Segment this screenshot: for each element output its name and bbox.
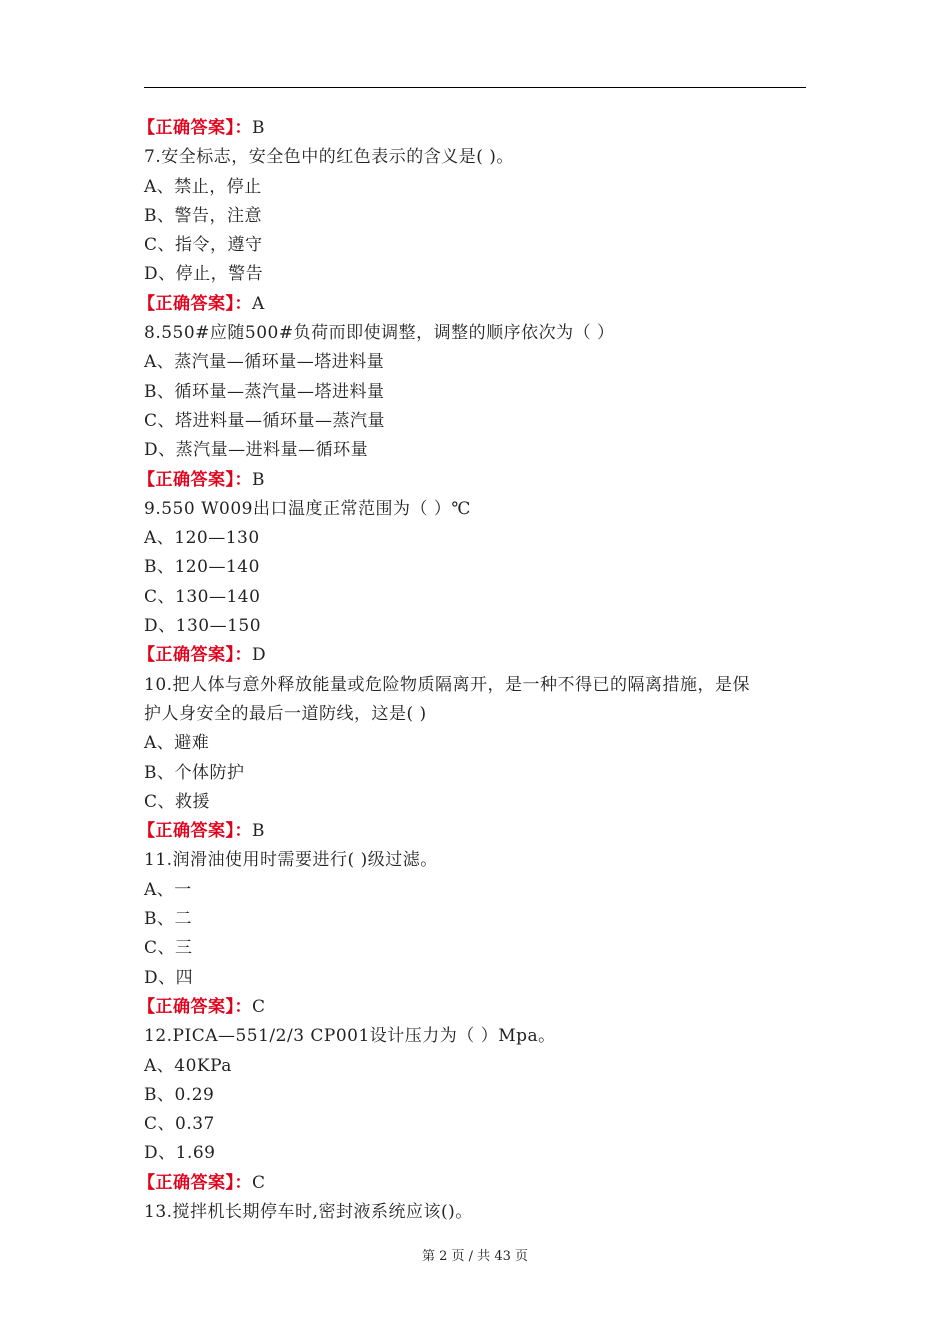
correct-answer-value: D — [252, 645, 267, 666]
correct-answer-value: B — [252, 821, 265, 842]
header-rule — [144, 87, 806, 88]
answer-option: B、警告，注意 — [144, 205, 262, 226]
correct-answer-label: 【正确答案】： — [138, 118, 252, 138]
correct-answer-label: 【正确答案】： — [138, 821, 252, 842]
correct-answer-label: 【正确答案】： — [138, 293, 252, 314]
answer-option: D、130—150 — [144, 616, 262, 637]
answer-option: C、指令，遵守 — [144, 235, 263, 256]
answer-option: B、120—140 — [144, 557, 260, 578]
answer-option: A、40KPa — [144, 1055, 232, 1076]
answer-option: C、塔进料量—循环量—蒸汽量 — [144, 410, 386, 431]
document-body — [138, 114, 806, 1227]
answer-option: C、0.37 — [144, 1114, 215, 1135]
question-text: 9.550 W009出口温度正常范围为（ ）℃ — [144, 498, 471, 519]
question-text: 13.搅拌机长期停车时,密封液系统应该()。 — [144, 1201, 473, 1222]
answer-option: B、0.29 — [144, 1084, 215, 1105]
answer-option: A、120—130 — [144, 528, 260, 549]
correct-answer-label: 【正确答案】： — [138, 645, 252, 666]
question-text: 11.润滑油使用时需要进行( )级过滤。 — [144, 850, 438, 871]
correct-answer-line — [138, 817, 806, 846]
answer-option: C、130—140 — [144, 586, 261, 607]
answer-option: D、1.69 — [144, 1143, 216, 1164]
correct-answer-line — [138, 641, 806, 670]
answer-option: A、蒸汽量—循环量—塔进料量 — [144, 352, 385, 373]
page-footer: 第 2 页 / 共 43 页 — [422, 1249, 528, 1264]
answer-option: D、停止，警告 — [144, 264, 264, 285]
answer-option: A、禁止，停止 — [144, 176, 262, 197]
answer-option: A、一 — [144, 879, 192, 900]
correct-answer-value: B — [252, 118, 265, 138]
correct-answer-label: 【正确答案】： — [138, 1172, 252, 1193]
correct-answer-value: C — [252, 996, 266, 1017]
correct-answer-line — [138, 993, 806, 1022]
correct-answer-line — [138, 114, 806, 143]
question-text: 7.安全标志，安全色中的红色表示的含义是( )。 — [144, 147, 514, 168]
correct-answer-value: C — [252, 1172, 266, 1193]
correct-answer-label: 【正确答案】： — [138, 996, 252, 1017]
answer-option: C、救援 — [144, 791, 211, 812]
correct-answer-line — [138, 290, 806, 319]
question-text: 8.550#应随500#负荷而即使调整，调整的顺序依次为（ ） — [144, 323, 615, 344]
question-text: 12.PICA—551/2/3 CP001设计压力为（ ）Mpa。 — [144, 1026, 556, 1047]
answer-option: C、三 — [144, 938, 193, 959]
correct-answer-line — [138, 1169, 806, 1198]
question-text: 10.把人体与意外释放能量或危险物质隔离开，是一种不得已的隔离措施，是保 — [144, 674, 751, 695]
answer-option: B、二 — [144, 909, 192, 930]
question-text: 护人身安全的最后一道防线，这是( ) — [144, 703, 427, 724]
correct-answer-line — [138, 466, 806, 495]
answer-option: B、循环量—蒸汽量—塔进料量 — [144, 381, 385, 402]
answer-option: D、四 — [144, 967, 194, 988]
answer-option: A、避难 — [144, 733, 210, 754]
answer-option: B、个体防护 — [144, 762, 245, 783]
correct-answer-label: 【正确答案】： — [138, 469, 252, 490]
correct-answer-value: A — [252, 293, 265, 314]
correct-answer-value: B — [252, 469, 265, 490]
answer-option: D、蒸汽量—进料量—循环量 — [144, 440, 369, 461]
